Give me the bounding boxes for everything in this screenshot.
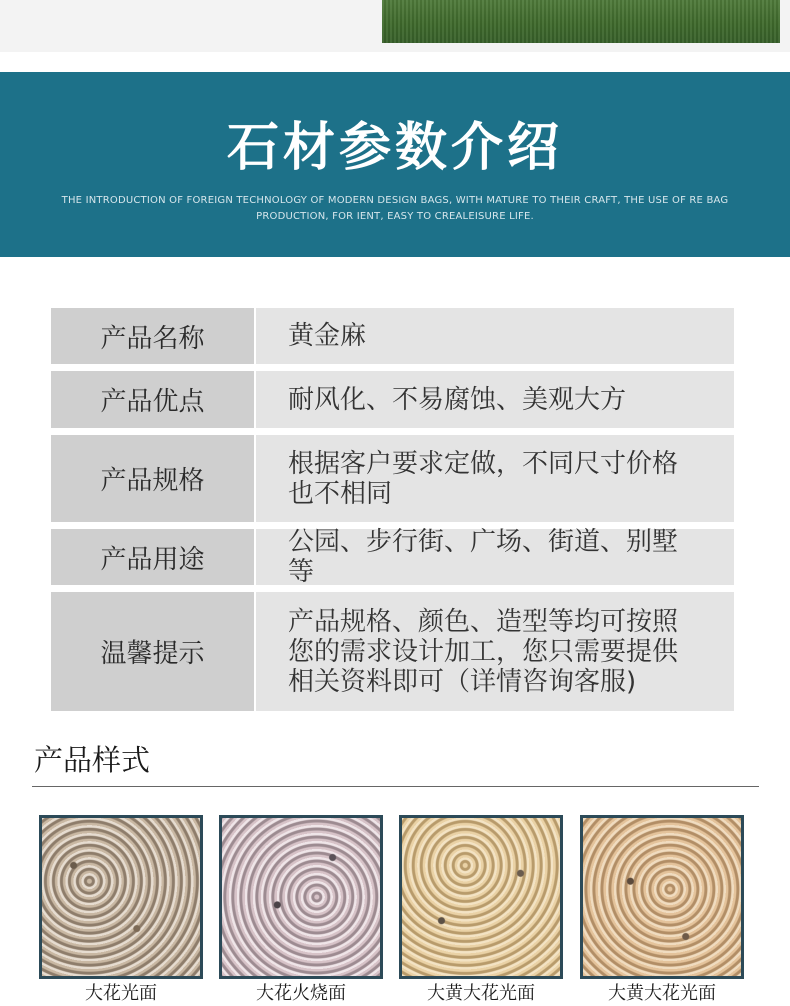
row-value: 黄金麻 [256, 308, 734, 364]
row-value: 耐风化、不易腐蚀、美观大方 [256, 371, 734, 428]
banner-title: 石材参数介绍 [226, 118, 563, 178]
table-row [51, 371, 734, 428]
row-label: 温馨提示 [51, 592, 254, 711]
styles-section-title: 产品样式 [34, 743, 151, 777]
sample-image-4 [580, 815, 744, 979]
sample-caption: 大黄大花光面 [608, 983, 716, 1004]
row-label: 产品优点 [51, 371, 254, 428]
section-divider [32, 786, 759, 787]
sample-caption: 大花光面 [85, 983, 157, 1004]
section-banner [0, 72, 790, 257]
row-label: 产品规格 [51, 435, 254, 522]
row-value: 产品规格、颜色、造型等均可按照您的需求设计加工，您只需要提供相关资料即可（详情咨询客服) [256, 592, 734, 711]
table-row [51, 592, 734, 711]
row-label: 产品名称 [51, 308, 254, 364]
row-label: 产品用途 [51, 529, 254, 585]
row-value: 根据客户要求定做，不同尺寸价格也不相同 [256, 435, 734, 522]
sample-caption: 大花火烧面 [256, 983, 346, 1004]
table-row [51, 435, 734, 522]
sample-image-3 [399, 815, 563, 979]
sample-image-2 [219, 815, 383, 979]
table-row [51, 308, 734, 364]
sample-caption: 大黄大花光面 [427, 983, 535, 1004]
lawn-image [382, 0, 780, 43]
sample-image-1 [39, 815, 203, 979]
row-value: 公园、步行街、广场、街道、别墅等 [256, 529, 734, 585]
banner-subtitle: THE INTRODUCTION OF FOREIGN TECHNOLOGY OF MODERN DESIGN BAGS, WITH MATURE TO THEIR CRAFT, THE USE OF RE BAG PRODUCTION, FOR IENT, EASY TO CREALEISURE LIFE. [61, 195, 729, 222]
top-strip [0, 0, 790, 52]
table-row [51, 529, 734, 585]
